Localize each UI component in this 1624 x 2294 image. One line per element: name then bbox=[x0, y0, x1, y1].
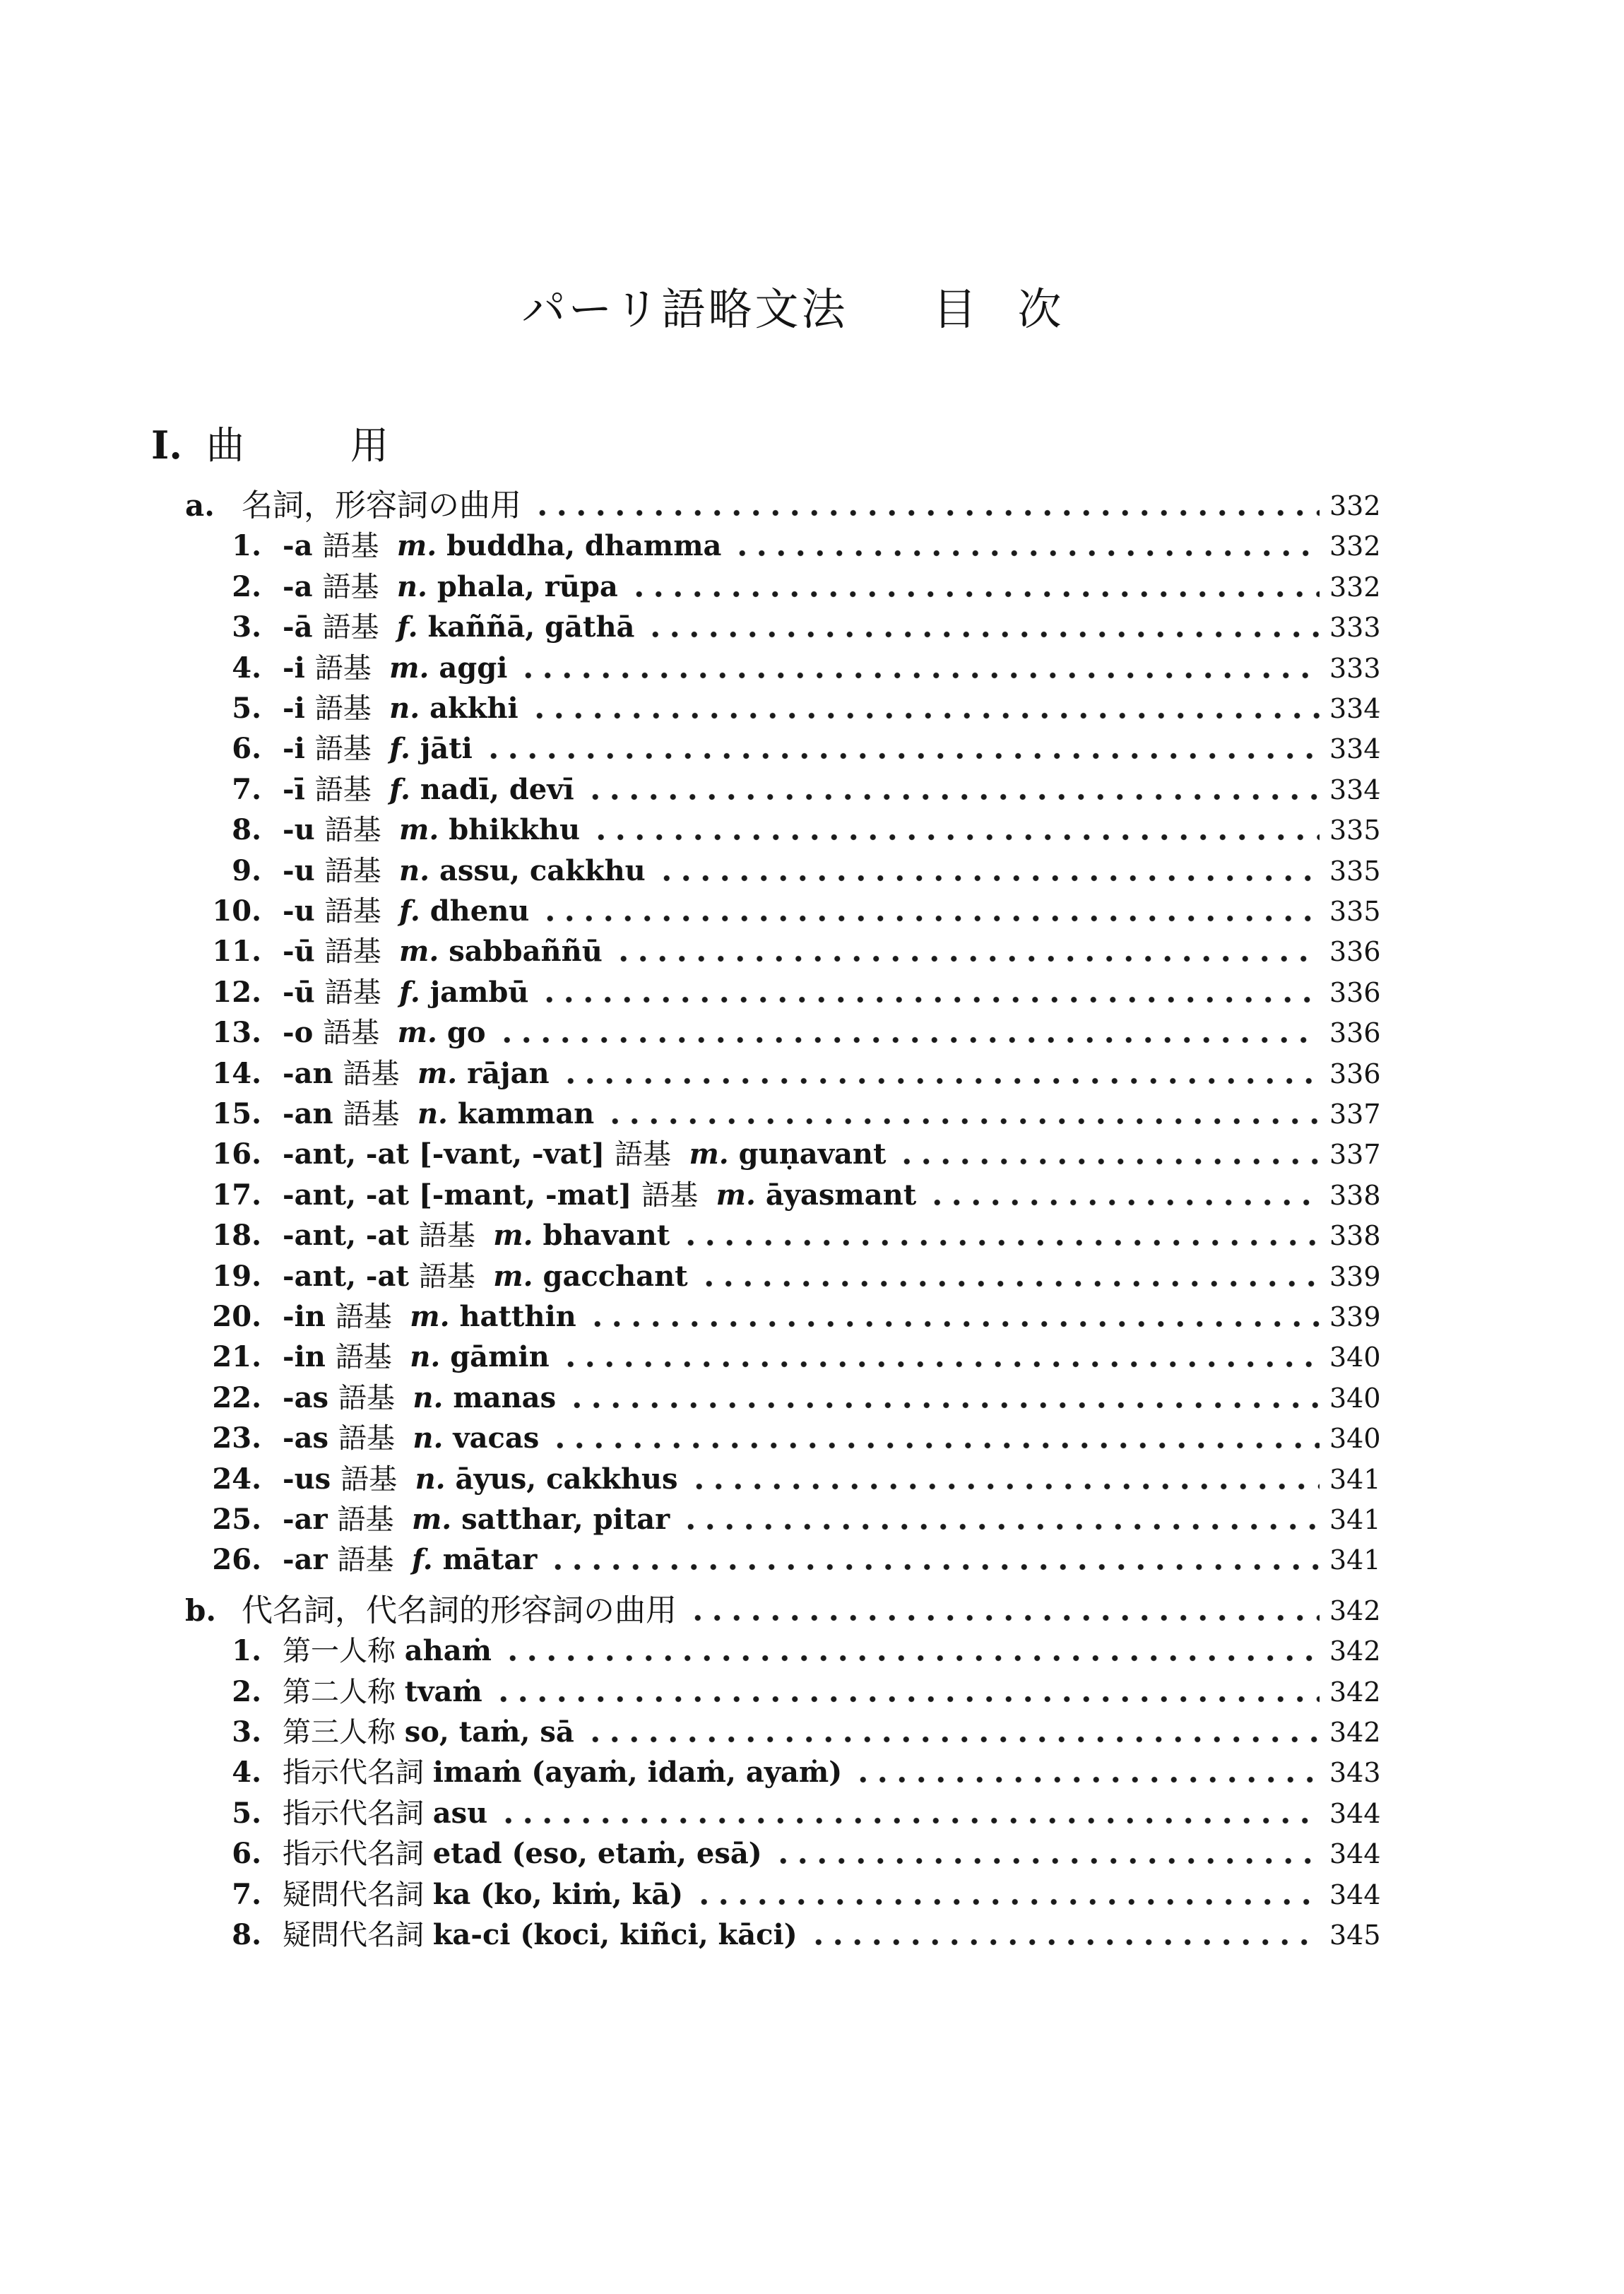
entry-number: 6. bbox=[232, 732, 261, 766]
entry-gender: f. bbox=[399, 894, 430, 928]
entry-suffix: -ar bbox=[283, 1503, 338, 1536]
part-heading bbox=[151, 415, 494, 470]
page-number: 340 bbox=[1329, 1342, 1381, 1373]
entry-words: satthar, pitar bbox=[461, 1503, 670, 1536]
leader-dots bbox=[927, 1198, 1320, 1207]
entry-number: 1. bbox=[232, 529, 261, 563]
leader-dots bbox=[540, 914, 1320, 923]
entry-stem: 語基 bbox=[322, 611, 397, 644]
entry-stem: 語基 bbox=[324, 895, 400, 928]
page-number: 342 bbox=[1329, 1636, 1381, 1667]
entry-number: 18. bbox=[212, 1219, 261, 1253]
entry-gender: f. bbox=[399, 975, 430, 1009]
entry-words: bhikkhu bbox=[449, 813, 581, 847]
entry-gender: n. bbox=[413, 1421, 454, 1455]
entry-words: akkhi bbox=[429, 692, 518, 725]
entry-words: ahaṁ bbox=[404, 1634, 492, 1668]
entry-text bbox=[283, 1216, 670, 1255]
page-number: 344 bbox=[1329, 1879, 1381, 1910]
entry-stem: 語基 bbox=[322, 570, 397, 603]
entry-suffix: -an bbox=[283, 1097, 343, 1130]
entry-stem: 語基 bbox=[340, 1462, 415, 1496]
entry-text bbox=[283, 973, 528, 1012]
entry-text bbox=[283, 1834, 762, 1874]
entry-text bbox=[283, 1297, 576, 1337]
entry-number: 16. bbox=[212, 1137, 261, 1171]
entry-number: 4. bbox=[232, 651, 261, 685]
entry-words: jambū bbox=[429, 975, 529, 1009]
entry-gender: f. bbox=[389, 772, 420, 806]
entry-suffix: -i bbox=[283, 651, 315, 685]
entry-number: 1. bbox=[232, 1634, 261, 1668]
entry-gender: m. bbox=[689, 1137, 739, 1171]
entry-suffix: -a bbox=[283, 569, 323, 603]
entry-number: 26. bbox=[212, 1543, 261, 1577]
leader-dots bbox=[733, 549, 1320, 557]
section-label: b. bbox=[185, 1592, 216, 1628]
leader-dots bbox=[588, 1320, 1320, 1328]
entry-suffix: -an bbox=[283, 1056, 343, 1090]
entry-stem: 語基 bbox=[314, 692, 390, 725]
entry-number: 10. bbox=[212, 894, 261, 928]
entry-words: gāmin bbox=[450, 1340, 550, 1374]
entry-number: 13. bbox=[212, 1016, 261, 1050]
leader-dots bbox=[499, 1816, 1320, 1825]
page-number: 335 bbox=[1329, 815, 1381, 846]
entry-number: 8. bbox=[232, 813, 261, 847]
entry-number: 22. bbox=[212, 1380, 261, 1414]
entry-stem: 語基 bbox=[641, 1178, 716, 1212]
title-main: パーリ語略文法 bbox=[521, 283, 848, 335]
entry-number: 5. bbox=[232, 1796, 261, 1830]
entry-number: 20. bbox=[212, 1300, 261, 1333]
page-number: 344 bbox=[1329, 1838, 1381, 1870]
entry-suffix: -u bbox=[283, 813, 325, 847]
leader-dots bbox=[503, 1654, 1320, 1662]
entry-gender: m. bbox=[411, 1503, 462, 1536]
entry-words: asu bbox=[432, 1796, 488, 1830]
entry-stem: 語基 bbox=[324, 976, 400, 1009]
entry-text bbox=[283, 1378, 556, 1418]
entry-number: 19. bbox=[212, 1259, 261, 1293]
page-number: 334 bbox=[1329, 733, 1381, 765]
entry-stem: 語基 bbox=[314, 773, 390, 806]
leader-dots bbox=[629, 590, 1320, 598]
entry-text bbox=[283, 526, 721, 566]
entry-number: 23. bbox=[212, 1421, 261, 1455]
entry-stem: 語基 bbox=[343, 1098, 417, 1130]
entry-text bbox=[283, 1794, 487, 1833]
entry-words: dhenu bbox=[429, 894, 530, 928]
entry-stem: 語基 bbox=[338, 1381, 413, 1414]
entry-stem: 語基 bbox=[418, 1260, 494, 1293]
entry-suffix: -a bbox=[283, 529, 323, 563]
entry-number: 6. bbox=[232, 1837, 261, 1871]
entry-words: vacas bbox=[453, 1421, 540, 1455]
page-number: 341 bbox=[1329, 1463, 1381, 1495]
entry-words: so, taṁ, sā bbox=[404, 1715, 574, 1749]
entry-text bbox=[283, 1500, 670, 1539]
entry-number: 9. bbox=[232, 853, 261, 887]
entry-stem: 語基 bbox=[338, 1422, 413, 1455]
entry-suffix: -u bbox=[283, 853, 325, 887]
entry-kind: 指示代名詞 bbox=[283, 1756, 433, 1790]
leader-dots bbox=[897, 1157, 1320, 1166]
entry-number: 12. bbox=[212, 975, 261, 1009]
leader-dots bbox=[548, 1563, 1320, 1571]
entry-words: manas bbox=[453, 1380, 557, 1414]
page-number: 336 bbox=[1329, 1058, 1381, 1089]
page-number: 333 bbox=[1329, 612, 1381, 644]
entry-gender: n. bbox=[389, 692, 430, 725]
entry-text bbox=[283, 1013, 486, 1053]
entry-number: 25. bbox=[212, 1503, 261, 1536]
leader-dots bbox=[657, 874, 1320, 882]
entry-gender: m. bbox=[493, 1219, 543, 1253]
title-sub: 目次 bbox=[932, 283, 1103, 335]
entry-text bbox=[283, 770, 574, 810]
page-number: 332 bbox=[1329, 571, 1381, 603]
entry-words: nadī, devī bbox=[420, 772, 574, 806]
leader-dots bbox=[689, 1482, 1320, 1491]
entry-text bbox=[283, 1915, 798, 1955]
entry-number: 2. bbox=[232, 569, 261, 603]
leader-dots bbox=[567, 1401, 1320, 1409]
entry-gender: f. bbox=[411, 1543, 443, 1577]
entry-words: kaññā, gāthā bbox=[427, 610, 635, 644]
entry-words: gacchant bbox=[543, 1259, 688, 1293]
entry-number: 21. bbox=[212, 1340, 261, 1374]
entry-stem: 語基 bbox=[314, 733, 390, 766]
entry-text bbox=[283, 1257, 688, 1296]
entry-suffix: -ant, -at bbox=[283, 1259, 419, 1293]
page-number: 337 bbox=[1329, 1099, 1381, 1130]
entry-text bbox=[283, 851, 646, 891]
page-number: 334 bbox=[1329, 693, 1381, 724]
page-number: 332 bbox=[1329, 490, 1381, 521]
entry-kind: 疑問代名詞 bbox=[283, 1878, 433, 1911]
section-title-text: 代名詞，代名詞的形容詞の曲用 bbox=[242, 1592, 677, 1628]
entry-text bbox=[283, 1135, 886, 1174]
entry-stem: 語基 bbox=[337, 1544, 412, 1577]
entry-number: 14. bbox=[212, 1056, 261, 1090]
entry-kind: 第二人称 bbox=[283, 1675, 405, 1708]
entry-words: hatthin bbox=[459, 1300, 576, 1333]
entry-words: aggi bbox=[439, 651, 508, 685]
entry-text bbox=[283, 1540, 537, 1580]
page-number: 342 bbox=[1329, 1676, 1381, 1708]
leader-dots bbox=[586, 1735, 1320, 1744]
entry-words: etad (eso, etaṁ, esā) bbox=[432, 1837, 762, 1871]
entry-stem: 語基 bbox=[324, 935, 400, 969]
page-number: 335 bbox=[1329, 855, 1381, 887]
leader-dots bbox=[774, 1857, 1320, 1865]
leader-dots bbox=[561, 1360, 1320, 1368]
entry-suffix: -as bbox=[283, 1421, 338, 1455]
entry-words: ka-ci (koci, kiñci, kāci) bbox=[432, 1918, 798, 1951]
entry-text bbox=[283, 1337, 550, 1377]
section-title bbox=[242, 486, 521, 526]
leader-dots bbox=[699, 1279, 1320, 1288]
entry-kind: 指示代名詞 bbox=[283, 1797, 433, 1830]
page-number: 341 bbox=[1329, 1504, 1381, 1535]
entry-words: bhavant bbox=[543, 1219, 670, 1253]
entry-stem: 語基 bbox=[615, 1138, 689, 1171]
entry-stem: 語基 bbox=[324, 854, 400, 887]
entry-suffix: -in bbox=[283, 1300, 336, 1333]
entry-suffix: -us bbox=[283, 1462, 341, 1496]
entry-text bbox=[283, 1094, 594, 1134]
entry-gender: n. bbox=[413, 1380, 454, 1414]
entry-suffix: -ū bbox=[283, 935, 325, 969]
entry-gender: m. bbox=[397, 1016, 447, 1050]
entry-number: 2. bbox=[232, 1674, 261, 1708]
entry-gender: m. bbox=[417, 1056, 468, 1090]
entry-stem: 語基 bbox=[335, 1301, 410, 1333]
entry-words: buddha, dhamma bbox=[446, 529, 722, 563]
entry-number: 4. bbox=[232, 1756, 261, 1790]
entry-suffix: -as bbox=[283, 1380, 338, 1414]
entry-text bbox=[283, 1419, 539, 1458]
leader-dots bbox=[561, 1077, 1320, 1085]
entry-text bbox=[283, 1753, 842, 1792]
page-title bbox=[0, 274, 1624, 337]
page-number: 340 bbox=[1329, 1423, 1381, 1455]
entry-number: 11. bbox=[212, 935, 261, 969]
page-number: 339 bbox=[1329, 1260, 1381, 1292]
entry-gender: m. bbox=[716, 1178, 766, 1212]
leader-dots bbox=[853, 1775, 1320, 1784]
entry-text bbox=[283, 608, 634, 647]
entry-suffix: -ū bbox=[283, 975, 325, 1009]
entry-text bbox=[283, 1176, 916, 1215]
entry-number: 3. bbox=[232, 1715, 261, 1749]
leader-dots bbox=[591, 833, 1320, 841]
entry-words: go bbox=[446, 1016, 486, 1050]
entry-text bbox=[283, 1460, 678, 1499]
entry-gender: n. bbox=[417, 1097, 458, 1130]
leader-dots bbox=[550, 1441, 1320, 1450]
entry-text bbox=[283, 1672, 482, 1712]
page-number: 343 bbox=[1329, 1757, 1381, 1789]
entry-suffix: -ant, -at [-mant, -mat] bbox=[283, 1178, 642, 1212]
entry-suffix: -in bbox=[283, 1340, 336, 1374]
entry-suffix: -ant, -at bbox=[283, 1219, 419, 1253]
entry-kind: 指示代名詞 bbox=[283, 1838, 433, 1871]
leader-dots bbox=[688, 1614, 1320, 1622]
entry-words: tvaṁ bbox=[404, 1674, 482, 1708]
entry-suffix: -i bbox=[283, 732, 315, 766]
entry-text bbox=[283, 810, 580, 850]
entry-text bbox=[283, 1054, 550, 1094]
entry-gender: n. bbox=[396, 569, 437, 603]
entry-words: sabbaññū bbox=[449, 935, 603, 969]
section-title bbox=[242, 1591, 677, 1631]
entry-gender: m. bbox=[399, 935, 449, 969]
entry-stem: 語基 bbox=[323, 1017, 398, 1050]
entry-stem: 語基 bbox=[322, 530, 397, 563]
entry-words: ka (ko, kiṁ, kā) bbox=[432, 1877, 684, 1911]
entry-text bbox=[283, 932, 603, 971]
entry-number: 7. bbox=[232, 772, 261, 806]
page-number: 336 bbox=[1329, 936, 1381, 968]
page-number: 336 bbox=[1329, 1017, 1381, 1049]
entry-number: 7. bbox=[232, 1877, 261, 1911]
entry-gender: m. bbox=[389, 651, 439, 685]
page-number: 336 bbox=[1329, 976, 1381, 1008]
entry-text bbox=[283, 892, 529, 931]
page-number: 344 bbox=[1329, 1797, 1381, 1829]
leader-dots bbox=[605, 1117, 1320, 1125]
entry-suffix: -ant, -at [-vant, -vat] bbox=[283, 1137, 615, 1171]
entry-number: 17. bbox=[212, 1178, 261, 1212]
entry-suffix: -ā bbox=[283, 610, 323, 644]
leader-dots bbox=[681, 1238, 1320, 1247]
entry-text bbox=[283, 649, 507, 688]
entry-suffix: -i bbox=[283, 692, 315, 725]
section-title-text: 名詞，形容詞の曲用 bbox=[242, 487, 521, 524]
entry-number: 24. bbox=[212, 1462, 261, 1496]
leader-dots bbox=[586, 793, 1320, 801]
section-label: a. bbox=[185, 488, 215, 523]
leader-dots bbox=[494, 1695, 1320, 1703]
page-number: 340 bbox=[1329, 1382, 1381, 1414]
entry-gender: f. bbox=[396, 610, 428, 644]
leader-dots bbox=[809, 1938, 1320, 1946]
entry-words: rājan bbox=[467, 1056, 550, 1090]
page-number: 335 bbox=[1329, 896, 1381, 927]
leader-dots bbox=[530, 711, 1320, 720]
leader-dots bbox=[694, 1898, 1320, 1906]
leader-dots bbox=[681, 1523, 1320, 1531]
entry-gender: n. bbox=[410, 1340, 451, 1374]
leader-dots bbox=[497, 1036, 1320, 1044]
entry-stem: 語基 bbox=[343, 1057, 417, 1090]
leader-dots bbox=[646, 630, 1320, 639]
entry-suffix: -ī bbox=[283, 772, 315, 806]
entry-suffix: -u bbox=[283, 894, 325, 928]
entry-gender: n. bbox=[399, 853, 439, 887]
entry-gender: m. bbox=[493, 1259, 543, 1293]
entry-number: 3. bbox=[232, 610, 261, 644]
page-number: 337 bbox=[1329, 1139, 1381, 1171]
page-number: 341 bbox=[1329, 1544, 1381, 1576]
entry-words: āyus, cakkhus bbox=[455, 1462, 678, 1496]
leader-dots bbox=[540, 995, 1320, 1004]
entry-words: guṇavant bbox=[738, 1137, 887, 1171]
entry-words: assu, cakkhu bbox=[439, 853, 646, 887]
entry-gender: m. bbox=[399, 813, 449, 847]
entry-gender: f. bbox=[389, 732, 420, 766]
entry-kind: 第三人称 bbox=[283, 1716, 405, 1749]
entry-text bbox=[283, 567, 618, 607]
page-number: 345 bbox=[1329, 1920, 1381, 1951]
entry-words: jāti bbox=[420, 732, 473, 766]
part-title: 曲用 bbox=[206, 423, 494, 468]
entry-kind: 疑問代名詞 bbox=[283, 1919, 433, 1951]
entry-text bbox=[283, 1875, 683, 1915]
entry-words: imaṁ (ayaṁ, idaṁ, ayaṁ) bbox=[432, 1756, 843, 1790]
entry-gender: m. bbox=[396, 529, 447, 563]
page-number: 342 bbox=[1329, 1717, 1381, 1748]
entry-suffix: -o bbox=[283, 1016, 324, 1050]
entry-gender: n. bbox=[415, 1462, 456, 1496]
entry-text bbox=[283, 729, 473, 769]
page-number: 338 bbox=[1329, 1220, 1381, 1252]
entry-stem: 語基 bbox=[337, 1503, 412, 1536]
entry-stem: 語基 bbox=[314, 651, 390, 685]
entry-number: 5. bbox=[232, 692, 261, 725]
entry-suffix: -ar bbox=[283, 1543, 338, 1577]
page-number: 333 bbox=[1329, 652, 1381, 684]
page-number: 342 bbox=[1329, 1595, 1381, 1626]
entry-kind: 第一人称 bbox=[283, 1635, 405, 1668]
page-number: 338 bbox=[1329, 1179, 1381, 1211]
entry-text bbox=[283, 1631, 492, 1671]
entry-words: kamman bbox=[457, 1097, 595, 1130]
leader-dots bbox=[484, 752, 1320, 760]
leader-dots bbox=[614, 954, 1320, 963]
leader-dots bbox=[518, 671, 1320, 680]
entry-gender: m. bbox=[410, 1300, 460, 1333]
page-number: 332 bbox=[1329, 531, 1381, 562]
page-number: 339 bbox=[1329, 1301, 1381, 1332]
entry-text bbox=[283, 689, 518, 728]
entry-words: mātar bbox=[442, 1543, 538, 1577]
entry-number: 15. bbox=[212, 1097, 261, 1130]
entry-words: phala, rūpa bbox=[437, 569, 618, 603]
leader-dots bbox=[533, 509, 1320, 517]
entry-text bbox=[283, 1713, 574, 1752]
entry-stem: 語基 bbox=[418, 1219, 494, 1253]
page-number: 334 bbox=[1329, 774, 1381, 805]
part-number: I. bbox=[151, 422, 183, 468]
entry-stem: 語基 bbox=[335, 1341, 410, 1374]
entry-words: āyasmant bbox=[765, 1178, 917, 1212]
entry-number: 8. bbox=[232, 1918, 261, 1951]
entry-stem: 語基 bbox=[324, 814, 400, 847]
